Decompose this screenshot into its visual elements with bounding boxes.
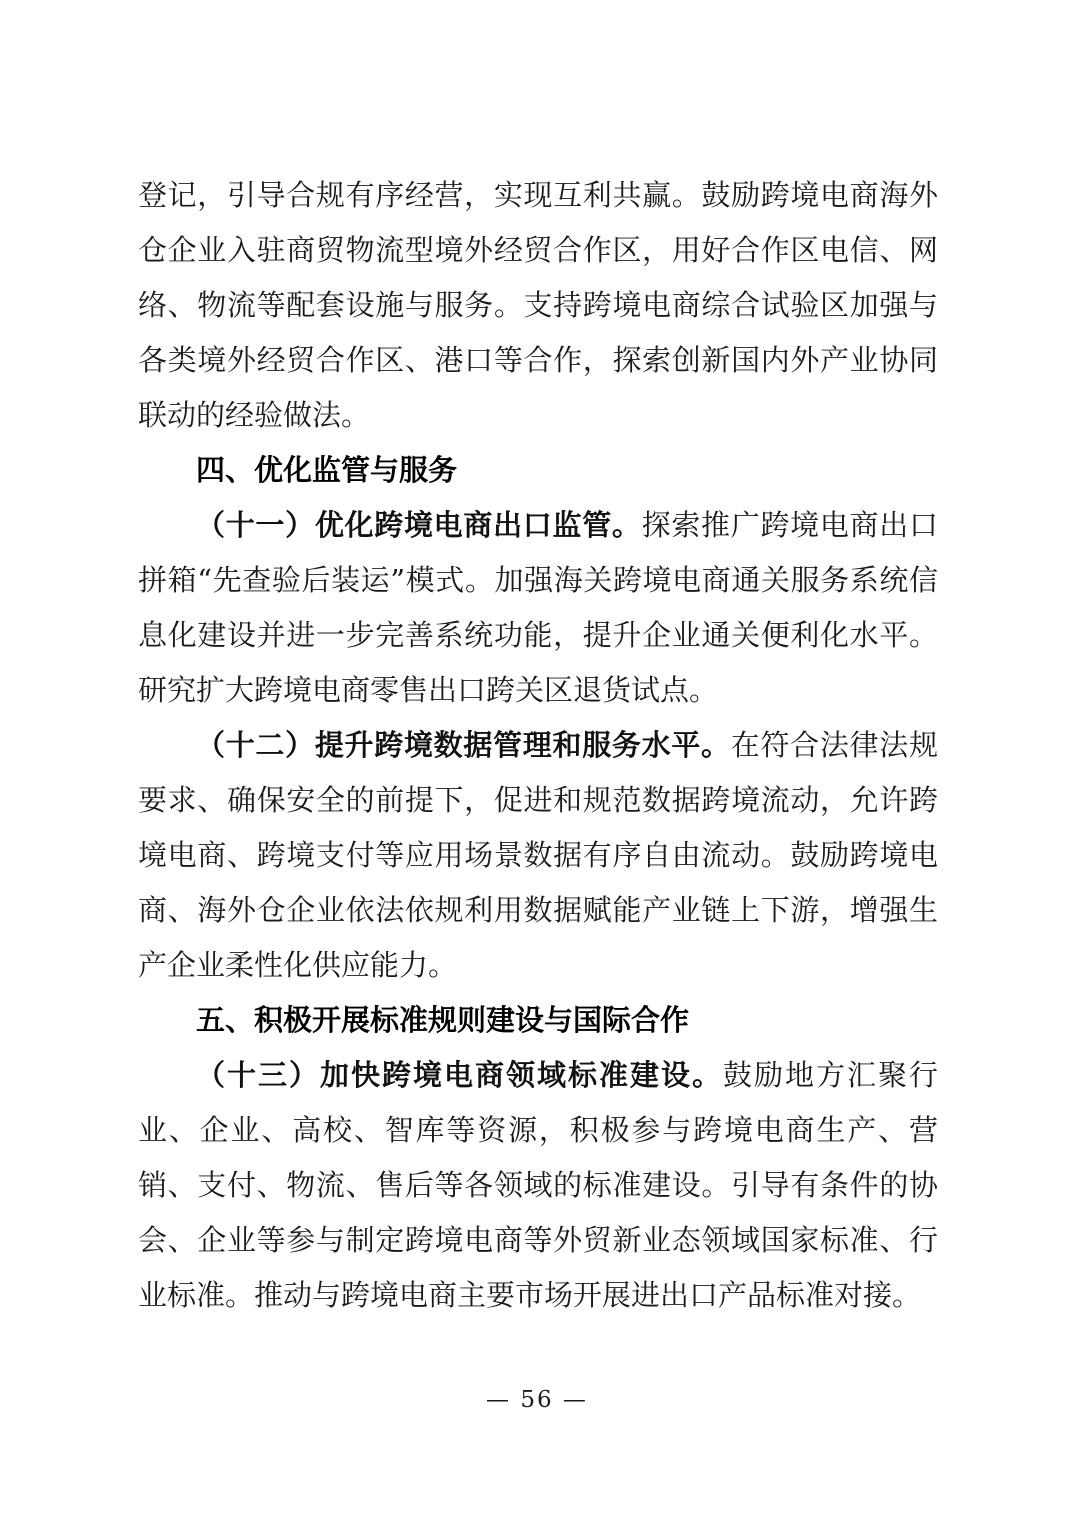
section-heading-five: 五、积极开展标准规则建设与国际合作: [196, 1003, 690, 1037]
paragraph-item-13: [138, 1048, 938, 1323]
section-heading-four: 四、优化监管与服务: [196, 453, 458, 487]
paragraph-item-12-lead: （十二）提升跨境数据管理和服务水平。: [196, 728, 731, 762]
paragraph-item-11: [138, 498, 938, 718]
page-number: — 56 —: [486, 1387, 588, 1413]
paragraph-item-11-lead: （十一）优化跨境电商出口监管。: [196, 508, 642, 542]
text-column: [138, 168, 938, 1323]
paragraph-item-13-lead: （十三）加快跨境电商领域标准建设。: [196, 1058, 723, 1092]
paragraph-continuation: [138, 168, 938, 443]
paragraph-item-13-text: 鼓励地方汇聚行业、企业、高校、智库等资源，积极参与跨境电商生产、营销、支付、物流、售后等各领域的标准建设。引导有条件的协会、企业等参与制定跨境电商等外贸新业态领域国家标准、行业标准。推动与跨境电商主要市场开展进出口产品标准对接。: [138, 1058, 938, 1312]
paragraph-continuation-text: 登记，引导合规有序经营，实现互利共赢。鼓励跨境电商海外仓企业入驻商贸物流型境外经贸合作区，用好合作区电信、网络、物流等配套设施与服务。支持跨境电商综合试验区加强与各类境外经贸合作区、港口等合作，探索创新国内外产业协同联动的经验做法。: [138, 178, 938, 432]
paragraph-item-12-text: 在符合法律法规要求、确保安全的前提下，促进和规范数据跨境流动，允许跨境电商、跨境支付等应用场景数据有序自由流动。鼓励跨境电商、海外仓企业依法依规利用数据赋能产业链上下游，增强生产企业柔性化供应能力。: [138, 728, 938, 982]
paragraph-item-12: [138, 718, 938, 993]
paragraph-item-11-text: 探索推广跨境电商出口拼箱“先查验后装运”模式。加强海关跨境电商通关服务系统信息化建设并进一步完善系统功能，提升企业通关便利化水平。研究扩大跨境电商零售出口跨关区退货试点。: [138, 508, 938, 707]
